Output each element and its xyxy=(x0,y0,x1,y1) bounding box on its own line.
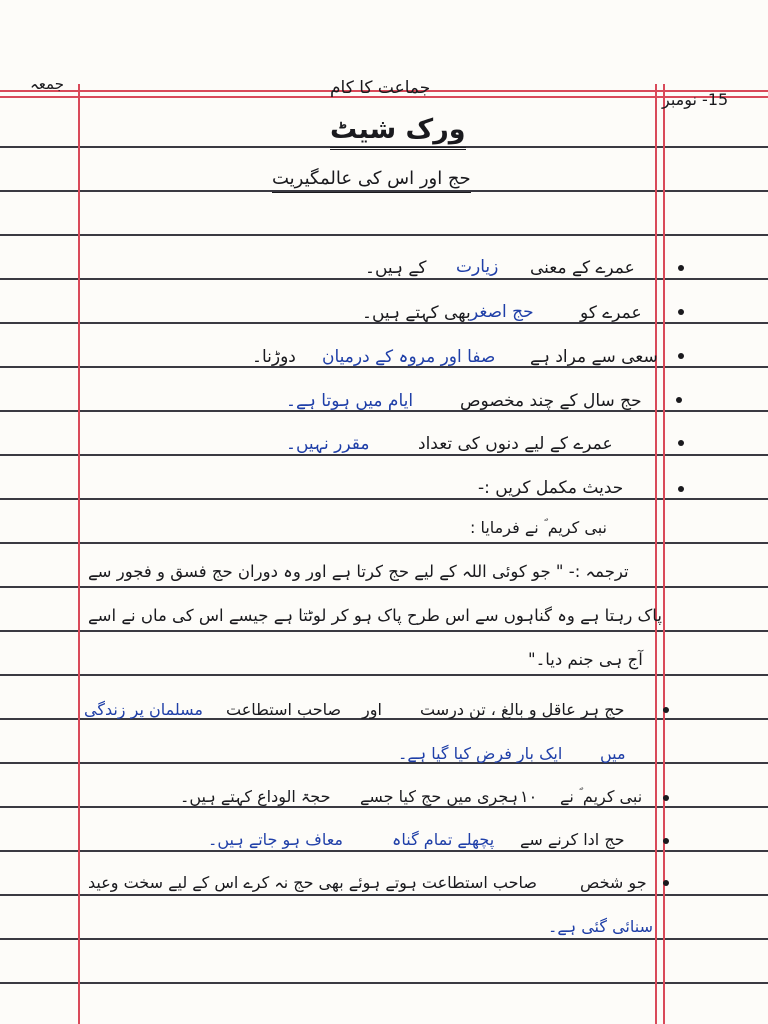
line-4-a: حج سال کے چند مخصوص xyxy=(460,391,642,411)
bullet-marker xyxy=(663,880,669,886)
line-2-a: عمرے کو xyxy=(580,303,642,323)
ruled-line xyxy=(0,234,768,236)
line-12-b: ایک بار فرض کیا گیا ہے۔ xyxy=(398,744,563,763)
line-4-b: ایام میں ہوتا ہے۔ xyxy=(286,391,414,411)
ruled-line xyxy=(0,542,768,544)
line-16-a: سنائی گئی ہے۔ xyxy=(548,917,653,936)
line-11-c: صاحب استطاعت xyxy=(226,700,342,719)
line-11-a: حج ہر عاقل و بالغ ، تن درست xyxy=(420,700,625,719)
right-margin-line xyxy=(655,84,657,1024)
line-14-a: حج ادا کرنے سے xyxy=(520,830,625,849)
line-14-c: معاف ہو جاتے ہیں۔ xyxy=(208,830,343,849)
bullet-marker xyxy=(663,838,669,844)
line-15-b: صاحب استطاعت ہوتے ہوئے بھی حج نہ کرے اس کے لیے سخت وعید xyxy=(88,873,537,892)
bullet-marker xyxy=(663,707,669,713)
line-15-a: جو شخص xyxy=(580,873,647,892)
worksheet-title: ورک شیٹ xyxy=(330,114,466,150)
line-3-b: صفا اور مروہ کے درمیان xyxy=(322,347,496,367)
ruled-line xyxy=(0,762,768,764)
bullet-marker xyxy=(678,440,684,446)
ruled-line xyxy=(0,674,768,676)
bullet-marker xyxy=(676,397,682,403)
line-11-b: اور xyxy=(362,700,382,719)
line-14-b: پچھلے تمام گناہ xyxy=(392,830,495,849)
line-13-b: ۱۰ xyxy=(520,787,538,806)
line-3-c: دوڑنا۔ xyxy=(252,347,296,367)
line-10-a: آج ہی جنم دیا۔" xyxy=(528,650,643,669)
left-margin-line xyxy=(78,84,80,1024)
ruled-line xyxy=(0,806,768,808)
line-8-a: ترجمہ :- " جو کوئی اللہ کے لیے حج کرتا ہے اور وہ دوران حج فسق و فجور سے xyxy=(88,562,629,581)
bullet-marker xyxy=(678,309,684,315)
line-6-a: حدیث مکمل کریں :- xyxy=(478,478,624,498)
line-13-a: نبی کریم ؐ نے xyxy=(560,787,643,806)
bullet-marker xyxy=(678,353,684,359)
worksheet-subtitle: حج اور اس کی عالمگیریت xyxy=(272,168,471,193)
line-11-d: مسلمان پر زندگی xyxy=(84,700,203,719)
bullet-marker xyxy=(678,265,684,271)
ruled-line xyxy=(0,454,768,456)
bullet-marker xyxy=(678,486,684,492)
line-2-b: حج اصغر xyxy=(470,302,534,322)
line-5-b: مقرر نہیں۔ xyxy=(286,434,370,454)
header-subject: جماعت کا کام xyxy=(330,78,431,98)
line-13-c: ہجری میں حج کیا جسے xyxy=(360,787,519,806)
line-2-c: بھی کہتے ہیں۔ xyxy=(362,303,471,323)
line-1-c: کے ہیں۔ xyxy=(365,258,427,278)
line-9-a: پاک رہتا ہے وہ گناہوں سے اس طرح پاک ہو کر لوٹتا ہے جیسے اس کی ماں نے اسے xyxy=(88,606,662,625)
line-5-a: عمرے کے لیے دنوں کی تعداد xyxy=(418,434,613,454)
ruled-line xyxy=(0,498,768,500)
ruled-line xyxy=(0,278,768,280)
bullet-marker xyxy=(663,795,669,801)
header-date: 15- نومبر xyxy=(662,90,729,109)
line-7-a: نبی کریم ؐ نے فرمایا : xyxy=(470,518,607,537)
ruled-line xyxy=(0,938,768,940)
line-1-a: عمرے کے معنی xyxy=(530,258,635,278)
ruled-line xyxy=(0,982,768,984)
ruled-line xyxy=(0,586,768,588)
ruled-line xyxy=(0,894,768,896)
line-12-a: میں xyxy=(600,744,626,763)
line-3-a: سعی سے مراد ہے xyxy=(530,347,658,367)
ruled-line xyxy=(0,630,768,632)
line-13-d: حجۃ الوداع کہتے ہیں۔ xyxy=(180,787,331,806)
line-1-b: زیارت xyxy=(456,257,499,277)
header-day: جمعہ xyxy=(30,75,64,93)
ruled-line xyxy=(0,850,768,852)
